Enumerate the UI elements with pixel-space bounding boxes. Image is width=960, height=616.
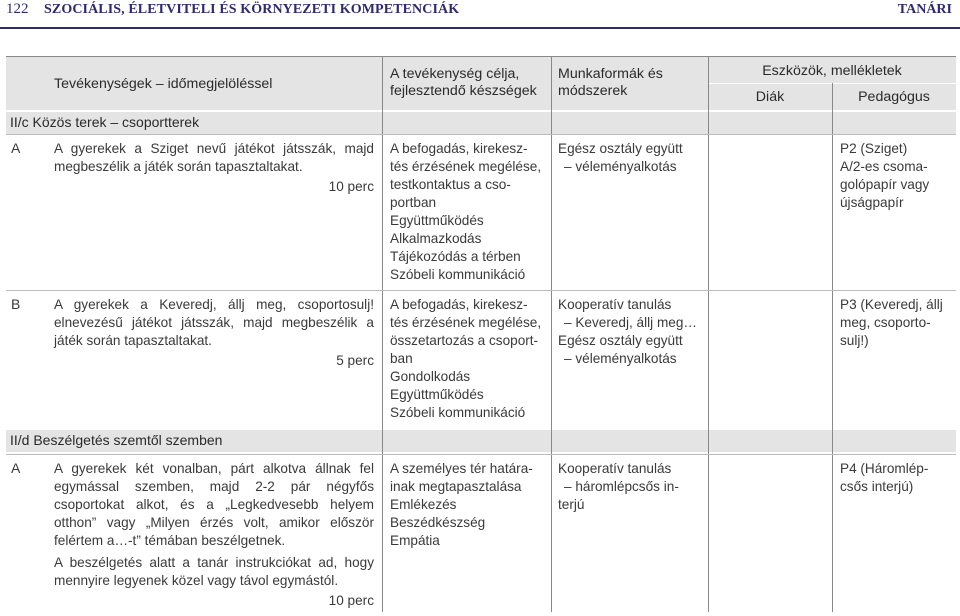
goals-list [390,460,550,550]
header-student: Diák [755,89,785,105]
goal-item: Empátia [390,533,440,548]
method-item: – Keveredj, állj meg… [564,315,697,330]
section-title: II/c Közös terek – csoportterek [10,114,200,130]
material-item: A/2-es csoma- [840,159,928,174]
header-rule [0,27,960,29]
activity-text: A gyerekek a Sziget nevű játékot játsszák, majd megbeszélik a játék során tapasztaltakat. [54,141,374,174]
goal-item: Szóbeli kommunikáció [390,405,526,420]
goal-item: A személyes tér határa- [390,461,533,476]
activity-text: A gyerekek a Keveredj, állj meg, csoportosulj! elnevezésű játékot játsszák, majd megbeszélik a játék során tapasztaltakat. [54,297,374,348]
method-item: Kooperatív tanulás [558,297,672,312]
column-divider [551,56,552,612]
column-divider [382,56,383,612]
goal-item: A befogadás, kirekesz- [390,141,528,156]
row-divider [6,134,956,135]
header-goal-line1: A tevékenység célja, [390,66,520,82]
header-activities: Tevékenységek – időmegjelöléssel [54,76,273,92]
goal-item: összetartozás a csoport- [390,333,539,348]
methods-list [558,460,704,514]
goal-item: Alkalmazkodás [390,231,482,246]
goals-list [390,140,550,284]
goal-item: testkontaktus a cso- [390,177,511,192]
goal-item: ban [390,351,413,366]
method-item: – véleményalkotás [564,159,677,174]
material-item: P4 (Háromlép- [840,461,929,476]
section-header [6,112,956,134]
material-item: golópapír vagy [840,177,930,192]
goal-item: portban [390,195,437,210]
column-divider [832,83,833,612]
method-item: – háromlépcsős in- [564,479,679,494]
row-letter: A [11,460,21,476]
method-item: – véleményalkotás [564,351,677,366]
material-item: meg, csoporto- [840,315,931,330]
header-tools: Eszközök, mellékletek [762,63,902,79]
material-item: P2 (Sziget) [840,141,908,156]
goal-item: inak megtapasztalása [390,479,522,494]
row-divider [6,454,956,455]
row-letter: B [11,296,21,312]
row-letter: A [11,140,21,156]
method-item: terjú [558,497,585,512]
activity-text-2: A beszélgetés alatt a tanár instrukciókat ad, hogy mennyire legyenek közel vagy távol egymástól. [54,555,374,588]
goal-item: Emlékezés [390,497,457,512]
section-header [6,430,956,452]
goal-item: Beszédkészség [390,515,486,530]
header-methods-line1: Munkaformák és [558,66,663,82]
method-item: Egész osztály együtt [558,141,683,156]
audience-tag: TANÁRI [897,2,952,17]
activity-text: A gyerekek két vonalban, párt alkotva állnak fel egymással szemben, majd 2-2 pár négyfős csoportokat alkot, és a „Legkedvesebb helyem otthon” vagy „Milyen érzés volt, amikor először felértem a…-t” témában beszélgetnek. [54,461,374,548]
activity-time: 5 perc [336,353,374,368]
header-teacher: Pedagógus [858,89,930,105]
column-divider [708,56,709,612]
material-item: sulj!) [840,333,869,348]
header-goal-line2: fejlesztendő készségek [390,83,537,99]
table-top-border [6,56,956,57]
page-number: 122 [6,1,29,17]
method-item: Egész osztály együtt [558,333,683,348]
activity-time: 10 perc [328,179,374,194]
lesson-plan-table [6,56,956,612]
goal-item: Együttműködés [390,213,484,228]
goal-item: Szóbeli kommunikáció [390,267,526,282]
goal-item: tés érzésének megélése, [390,159,542,174]
page-header [0,0,960,26]
methods-list [558,296,704,368]
material-item: újságpapír [840,195,904,210]
teacher-materials [840,460,956,496]
goal-item: tés érzésének megélése, [390,315,542,330]
header-methods-line2: módszerek [558,83,628,99]
goal-item: Tájékozódás a térben [390,249,521,264]
methods-list [558,140,704,176]
goals-list [390,296,550,422]
row-divider [6,290,956,291]
section-title: II/d Beszélgetés szemtől szemben [10,432,223,448]
running-title: SZOCIÁLIS, ÉLETVITELI ÉS KÖRNYEZETI KOMPETENCIÁK [44,2,460,17]
activity-time: 10 perc [328,593,374,608]
goal-item: Együttműködés [390,387,484,402]
material-item: P3 (Keveredj, állj [840,297,943,312]
teacher-materials [840,140,956,212]
material-item: csős interjú) [840,479,914,494]
goal-item: A befogadás, kirekesz- [390,297,528,312]
goal-item: Gondolkodás [390,369,471,384]
teacher-materials [840,296,956,350]
method-item: Kooperatív tanulás [558,461,672,476]
